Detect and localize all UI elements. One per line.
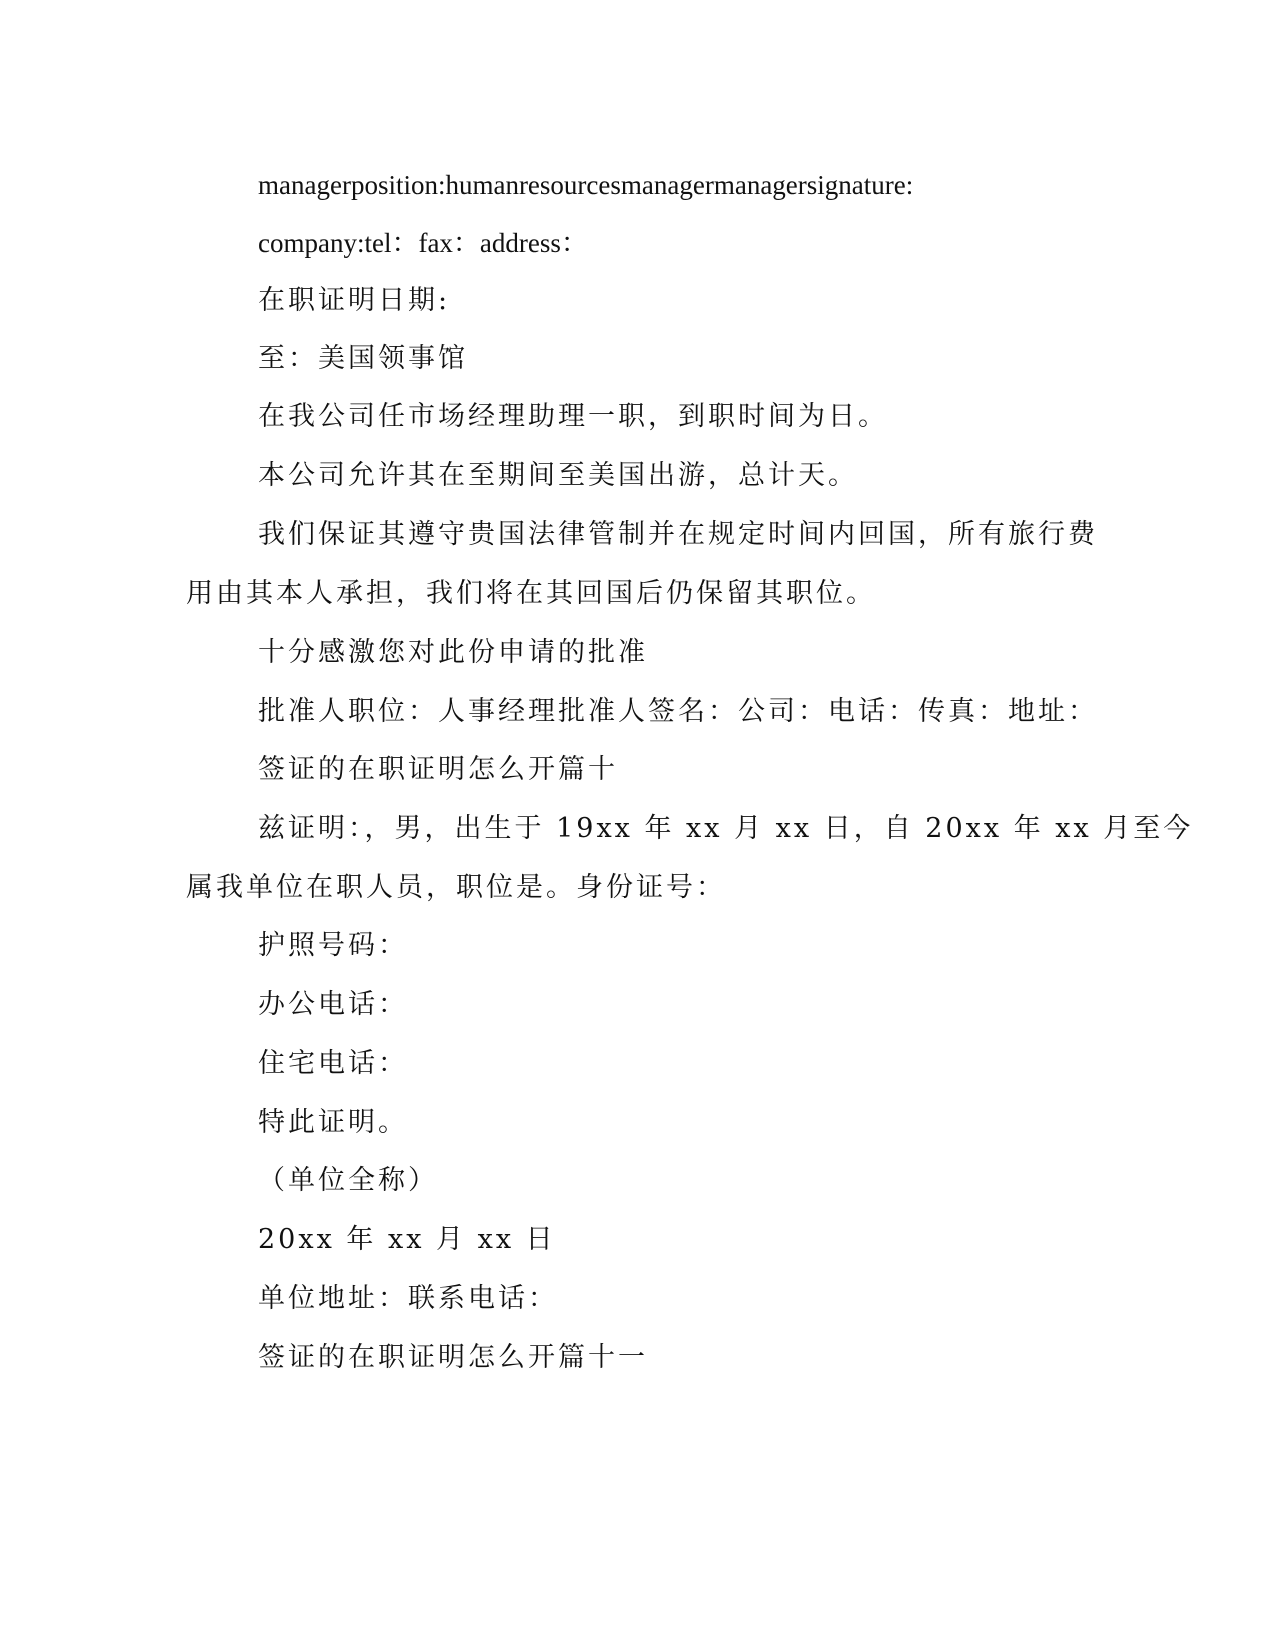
paragraph-hereby-certify: 特此证明。 [258,1107,408,1138]
paragraph-company-contact: company:tel：fax：address： [258,228,588,258]
paragraph-thanks: 十分感激您对此份申请的批准 [258,637,648,668]
field-organization-name: （单位全称） [258,1165,438,1196]
field-home-phone: 住宅电话： [258,1048,408,1079]
paragraph-employment-proof-continued: 属我单位在职人员，职位是。身份证号： [186,872,726,903]
paragraph-guarantee: 我们保证其遵守贵国法律管制并在规定时间内回国，所有旅行费 [258,519,1098,550]
paragraph-recipient: 至：美国领事馆 [258,343,468,374]
paragraph-manager-position: managerposition:humanresourcesmanagermanagersignature: [258,170,914,200]
paragraph-approver-info: 批准人职位：人事经理批准人签名：公司：电话：传真：地址： [258,696,1098,727]
paragraph-certificate-date: 在职证明日期: [258,285,451,316]
paragraph-employment-proof: 兹证明：，男，出生于 19xx 年 xx 月 xx 日，自 20xx 年 xx 月至今 [258,813,1194,844]
paragraph-guarantee-continued: 用由其本人承担，我们将在其回国后仍保留其职位。 [186,578,876,609]
field-passport-number: 护照号码： [258,930,408,961]
section-heading-eleven: 签证的在职证明怎么开篇十一 [258,1342,648,1373]
field-date: 20xx 年 xx 月 xx 日 [258,1224,556,1255]
paragraph-travel-permission: 本公司允许其在至期间至美国出游，总计天。 [258,460,858,491]
paragraph-position-info: 在我公司任市场经理助理一职，到职时间为日。 [258,401,888,432]
field-office-phone: 办公电话： [258,989,408,1020]
section-heading-ten: 签证的在职证明怎么开篇十 [258,754,618,785]
field-organization-address-phone: 单位地址：联系电话： [258,1283,558,1314]
